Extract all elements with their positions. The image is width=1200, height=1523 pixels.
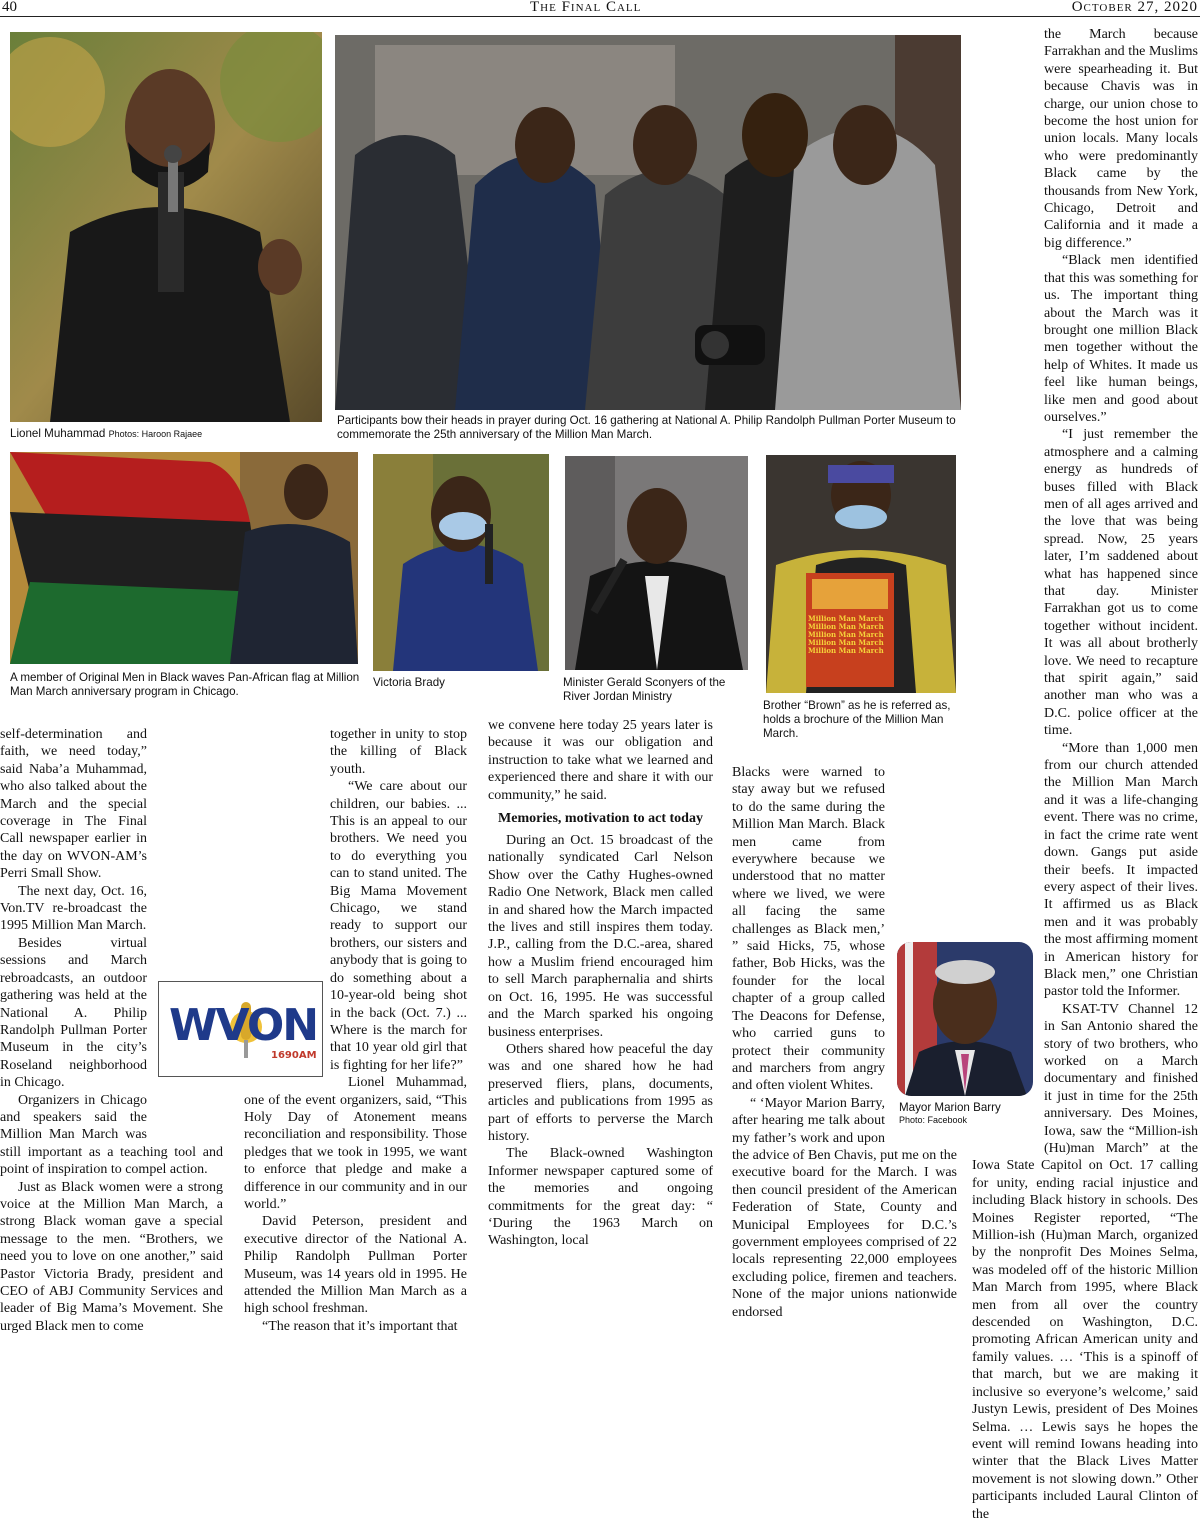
article-column-4 [732, 764, 957, 1321]
page-header [0, 0, 1200, 17]
brochure-line: Million Man March [808, 630, 884, 639]
paragraph: we convene here today 25 years later is because it was our obligation and instruction to take what we learned and experienced there and share it with our community,” he said. [488, 718, 713, 803]
photo-gerald-sconyers [565, 456, 748, 670]
paragraph: Lionel Muhammad, one of the event organizers, said, “This Holy Day of Atonement means reconciliation and responsibility. Those pledges that we took in 1995, we want to enforce that pledge and make a difference in our community and in our world.” [244, 1075, 467, 1212]
paragraph: the March because Farrakhan and the Muslims were spearheading it. But because Chavis was in charge, our union chose to become the host union for union locals. Many locals who were predominantly Black came by the thousands from New York, Chicago, Detroit and California and it made a big difference.” [1044, 27, 1198, 251]
paragraph: “More than 1,000 men from our church attended the Million Man March and it was a life-changing event. There was no crime, in fact the crime rate went down. Gangs put aside their beefs. It impacted every aspect of their lives. It affirmed us as Black men and it was probably the most affirming moment in American history for Black men,” one Christian pastor told the Informer. [1044, 740, 1198, 1000]
paragraph: KSAT-TV Channel 12 in San Antonio shared the story of two brothers, who worked on a March documentary and finished it just in time for the 25th anniversary. Des Moines, Iowa, saw the “Million-ish (Hu)man March” at the Iowa State Capitol on Oct. 17 calling for unity, ending racial injustice and including Black history in schools. Des Moines Register reported, “The Million-ish (Hu)man March, organized by the nonprofit Des Moines Selma, was modeled off of the historic Million Man March from 1995, where Black men from all over the country descended on Washington, D.C. promoting African American unity and family values. … ‘This is a spinoff of that march, but we are making it inclusive so everyone’s welcome,’ said Justyn Lewis, president of Des Moines Selma. … Lewis says he hopes the event will remind Iowans heading into winter that the Black Lives Matter movement is not slowing down.” Other participants included Laural Clinton of the [972, 1001, 1198, 1522]
photo-pan-african-flag [10, 452, 358, 664]
paragraph: Blacks were warned to stay away but we refused to do the same during the Million Man March. Black men came from everywhere because we understood that no matter where we lived, we were all facing the same challenges as Black men,’ ” said Hicks, 75, whose father, Bob Hicks, was the founder for the local chapter of a group called The Deacons for Defense, who carried guns to protect their community and marchers from angry and often violent Whites. [732, 765, 885, 1094]
wvon-logo-text: WVON [169, 1000, 318, 1051]
brochure-line: Million Man March [808, 646, 884, 655]
paragraph: Others shared how peaceful the day was and one shared how he had preserved fliers, plans, documents, articles and publications from 1995 as part of efforts to perverse the March history. [488, 1041, 713, 1144]
photo-prayer-gathering [335, 35, 961, 410]
paragraph: “The reason that it’s important that [262, 1318, 458, 1334]
photo-lionel-muhammad [10, 32, 322, 422]
caption-prayer-gathering: Participants bow their heads in prayer during Oct. 16 gathering at National A. Philip Randolph Pullman Porter Museum to commemorate the 25th anniversary of the Million Man March. [337, 414, 956, 441]
paragraph: “ ‘Mayor Marion Barry, after hearing me talk about my father’s work and upon the advice of Ben Chavis, put me on the executive board for the March. I was then council president of the American Federation of State, County and Municipal Employees for D.C.’s government employees comprised of 22 locals representing 22,000 employees excluding police, firemen and teachers. None of the major unions nationwide endorsed [732, 1095, 957, 1320]
paragraph: Just as Black women were a strong voice at the Million Man March, a strong Black woman gave a special message to the men. “Brothers, we need you to love on one another,” said Pastor Victoria Brady, president and CEO of ABJ Community Services and leader of Big Mama’s Movement. She urged Black men to come [0, 1179, 223, 1334]
brochure-line: Million Man March [808, 614, 884, 623]
caption-victoria-brady: Victoria Brady [373, 676, 445, 689]
paragraph: During an Oct. 15 broadcast of the nationally syndicated Carl Nelson Show over the Cathy Hughes-owned Radio One Network, Black men called in and shared how the March impacted the lives and still inspires them today. J.P., calling from the D.C.-area, shared how a Muslim friend encouraged him to sell March paraphernalia and shirts on Oct. 16, 1995. He was successful and the March sparked his ongoing business enterprises. [488, 833, 713, 1040]
paragraph: The next day, Oct. 16, Von.TV re-broadcast the 1995 Million Man March. [0, 883, 147, 934]
page-number: 40 [2, 0, 17, 15]
photo-credit: Photos: Haroon Rajaee [108, 429, 203, 439]
photo-victoria-brady [373, 454, 549, 671]
paragraph: “Black men identified that this was something for us. The important thing about the March was it brought one million Black men together without the help of Whites. It made us feel like human beings, like men and good about ourselves.” [1044, 253, 1198, 425]
paragraph: “I just remember the atmosphere and a calming energy as hundreds of buses filled with Black men of all ages arrived and the love that was being spread. Now, 25 years later, I’m saddened about what has happened since that day. Minister Farrakhan got us to come together without incident. It was all about brotherly love. We need to recapture that spirit again,” said another man who was a D.C. police officer at the time. [1044, 427, 1198, 739]
caption-gerald-sconyers: Minister Gerald Sconyers of the River Jordan Ministry [563, 676, 726, 703]
paragraph: self-determination and faith, we need today,” said Naba’a Muhammad, who also talked about the March and the special coverage in The Final Call newspaper earlier in the day on WVON-AM’s Perri Small Show. [0, 727, 147, 882]
paragraph: The Black-owned Washington Informer newspaper captured some of the memories and ongoing commitments for the great day: “ ‘During the 1963 March on Washington, local [488, 1146, 713, 1249]
paragraph: Organizers in Chicago and speakers said the Million Man March was still important as a teaching tool and point of inspiration to compel action. [0, 1092, 223, 1178]
article-column-5 [972, 26, 1198, 1523]
brochure-text [808, 615, 892, 655]
publication-name: The Final Call [530, 0, 642, 15]
caption-lionel-muhammad [10, 427, 322, 441]
caption-brother-brown: Brother “Brown” as he is referred as, holds a brochure of the Million Man March. [763, 699, 951, 740]
photo-credit: Photo: Facebook [899, 1115, 968, 1125]
paragraph: Besides virtual sessions and March rebroadcasts, an outdoor gathering was held at the National A. Philip Randolph Pullman Porter Museum in the city’s Roseland neighborhood in Chicago. [0, 935, 147, 1091]
article-column-3 [488, 717, 713, 1250]
article-column-1 [0, 726, 223, 1335]
article-column-2 [244, 726, 467, 1335]
issue-date: October 27, 2020 [1071, 0, 1198, 15]
brochure-line: Million Man March [808, 638, 884, 647]
wvon-logo-frequency: 1690AM [271, 1050, 317, 1061]
paragraph: David Peterson, president and executive director of the National A. Philip Randolph Pullman Porter Museum, was 14 years old in 1995. He attended the Million Man March as a high school freshman. [244, 1214, 467, 1317]
paragraph: together in unity to stop the killing of Black youth. [330, 727, 467, 777]
subheading: Memories, motivation to act today [498, 811, 703, 827]
paragraph: “We care about our children, our babies. ... This is an appeal to our brothers. We need you to do everything you can to stand united. The Big Mama Movement Chicago, we stand ready to support our brothers, our sisters and anybody that is going to do something about a 10-year-old being shot in the back (Oct. 7.) ... Where is the march for that 10 year old girl that is fighting for her life?” [330, 779, 467, 1073]
photo-brother-brown [766, 455, 956, 693]
caption-pan-african-flag: A member of Original Men in Black waves Pan-African flag at Million Man March anniversary program in Chicago. [10, 671, 360, 698]
brochure-line: Million Man March [808, 622, 884, 631]
caption-text: Lionel Muhammad [10, 427, 106, 440]
caption-text: Mayor Marion Barry [899, 1101, 1001, 1114]
